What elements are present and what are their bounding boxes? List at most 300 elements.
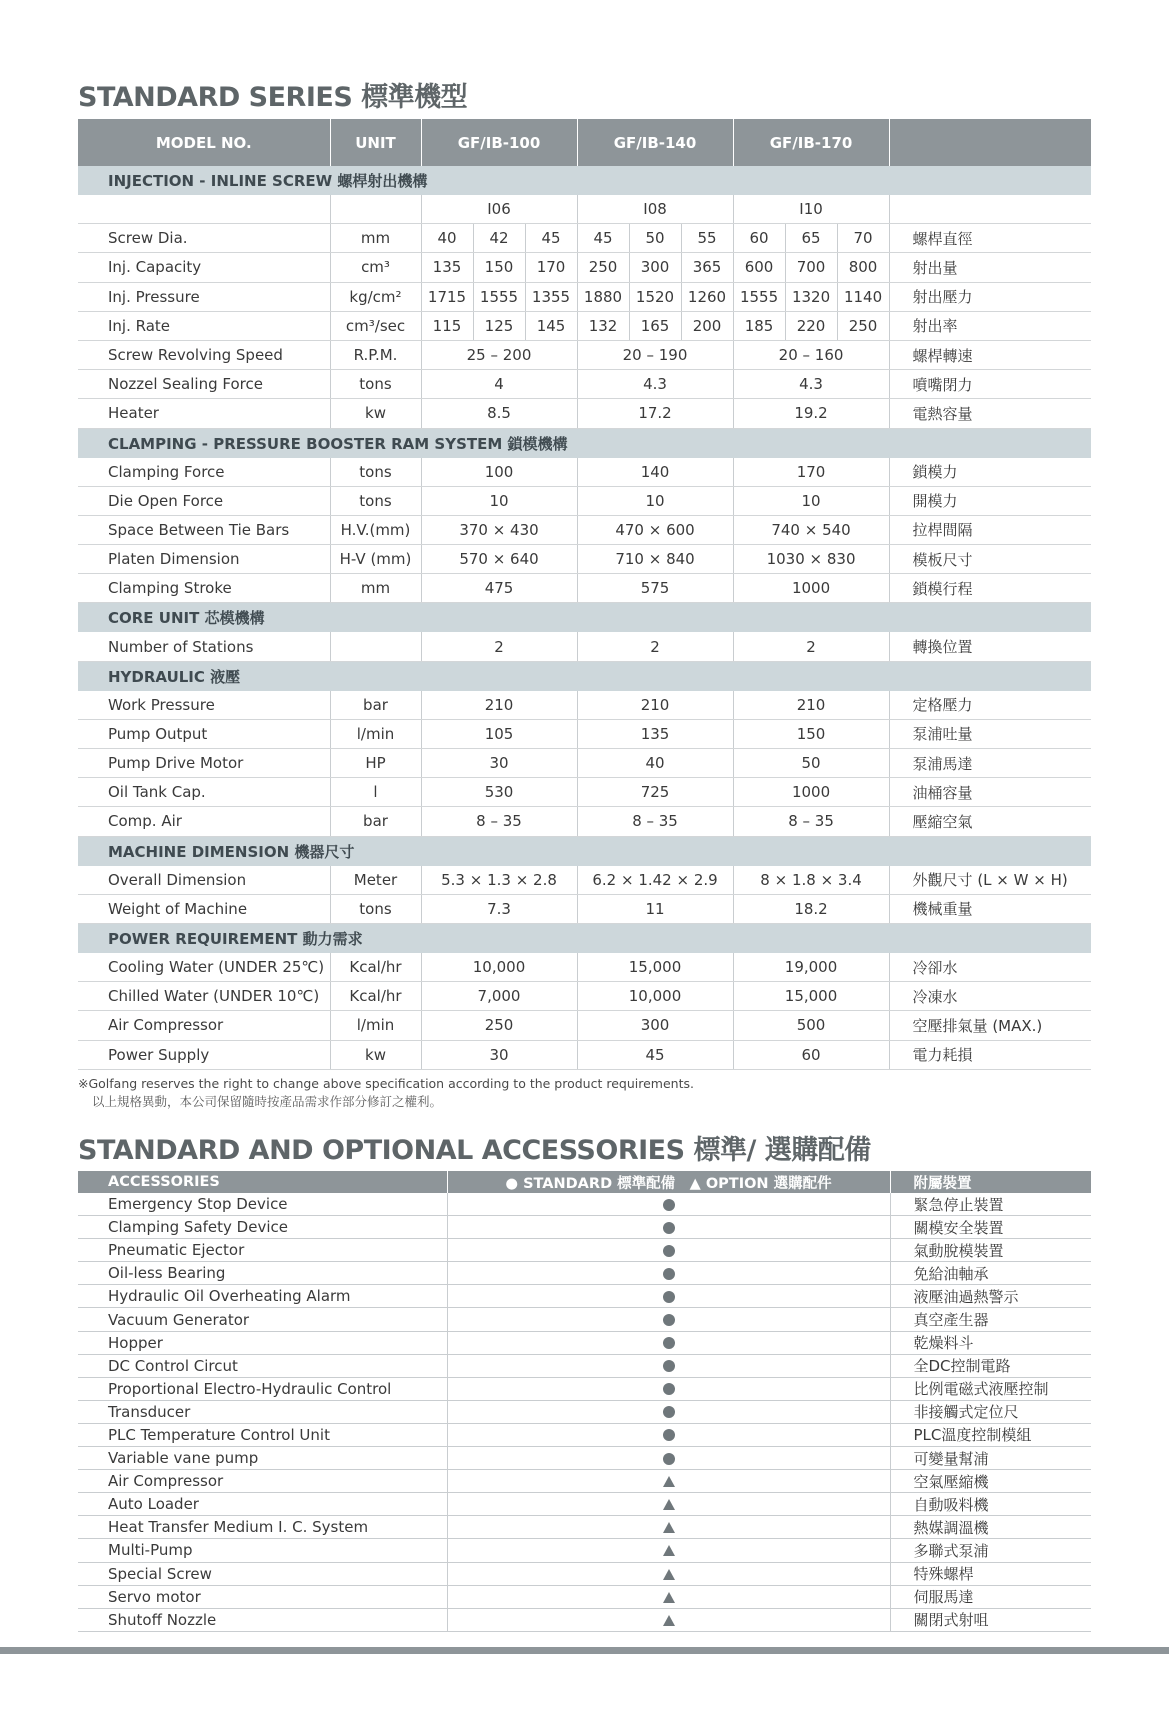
accessory-name: Hydraulic Oil Overheating Alarm xyxy=(78,1285,447,1308)
spec-body xyxy=(78,166,1091,1069)
param-value: 725 xyxy=(577,778,733,807)
param-value: 10,000 xyxy=(421,953,577,982)
param-name-cn: 冷凍水 xyxy=(889,982,1091,1011)
param-value: 7,000 xyxy=(421,982,577,1011)
section-title: HYDRAULIC 液壓 xyxy=(78,661,1091,691)
param-unit: kw xyxy=(330,399,421,428)
accessories-header-row xyxy=(78,1171,1091,1193)
param-value: 1355 xyxy=(525,282,577,311)
spec-row xyxy=(78,866,1091,895)
accessory-row xyxy=(78,1308,1091,1331)
bottom-bar xyxy=(0,1647,1169,1654)
param-name-cn: 電熱容量 xyxy=(889,399,1091,428)
param-name: Die Open Force xyxy=(78,486,330,515)
param-unit: kg/cm² xyxy=(330,282,421,311)
accessory-name: Hopper xyxy=(78,1331,447,1354)
param-value: 55 xyxy=(681,224,733,253)
param-name-cn: 開模力 xyxy=(889,486,1091,515)
accessories-body xyxy=(78,1193,1091,1631)
param-value: 40 xyxy=(421,224,473,253)
param-unit: H-V (mm) xyxy=(330,545,421,574)
param-value: 6.2 × 1.42 × 2.9 xyxy=(577,866,733,895)
param-value: 4 xyxy=(421,370,577,399)
accessory-name: Heat Transfer Medium I. C. System xyxy=(78,1516,447,1539)
standard-dot-icon xyxy=(663,1429,675,1441)
spec-header-row xyxy=(78,119,1091,166)
param-name-cn: 油桶容量 xyxy=(889,778,1091,807)
blank-cell xyxy=(889,195,1091,224)
accessory-name-cn: 關模安全裝置 xyxy=(890,1216,1091,1239)
param-unit: H.V.(mm) xyxy=(330,515,421,544)
accessory-row xyxy=(78,1331,1091,1354)
header-blank xyxy=(889,119,1091,166)
accessory-name: Oil-less Bearing xyxy=(78,1262,447,1285)
accessories-header-legend: ● STANDARD 標準配備 ▲ OPTION 選購配件 xyxy=(447,1171,890,1193)
param-value: 15,000 xyxy=(577,953,733,982)
param-value: 170 xyxy=(733,458,889,487)
param-name: Platen Dimension xyxy=(78,545,330,574)
header-model: GF/IB-170 xyxy=(733,119,889,166)
param-name-cn: 機械重量 xyxy=(889,894,1091,923)
param-unit: HP xyxy=(330,749,421,778)
param-value: 7.3 xyxy=(421,894,577,923)
spec-row xyxy=(78,778,1091,807)
param-value: 370 × 430 xyxy=(421,515,577,544)
accessories-table xyxy=(78,1171,1091,1632)
param-value: 5.3 × 1.3 × 2.8 xyxy=(421,866,577,895)
param-value: 30 xyxy=(421,749,577,778)
param-unit: mm xyxy=(330,224,421,253)
accessory-mark-cell xyxy=(447,1493,890,1516)
standard-dot-icon xyxy=(663,1291,675,1303)
param-name-cn: 壓縮空氣 xyxy=(889,807,1091,836)
accessory-name-cn: 非接觸式定位尺 xyxy=(890,1400,1091,1423)
section-header-row xyxy=(78,661,1091,691)
param-name: Screw Dia. xyxy=(78,224,330,253)
param-name-cn: 螺桿直徑 xyxy=(889,224,1091,253)
accessory-row xyxy=(78,1285,1091,1308)
accessory-row xyxy=(78,1470,1091,1493)
accessory-mark-cell xyxy=(447,1516,890,1539)
param-value: 60 xyxy=(733,1040,889,1069)
param-name: Space Between Tie Bars xyxy=(78,515,330,544)
param-unit: kw xyxy=(330,1040,421,1069)
param-value: 8 – 35 xyxy=(733,807,889,836)
spec-row xyxy=(78,486,1091,515)
param-name-cn: 射出量 xyxy=(889,253,1091,282)
param-value: 2 xyxy=(733,632,889,661)
param-value: 210 xyxy=(577,691,733,720)
param-value: 19,000 xyxy=(733,953,889,982)
accessory-name-cn: 特殊螺桿 xyxy=(890,1562,1091,1585)
accessory-name-cn: 液壓油過熱警示 xyxy=(890,1285,1091,1308)
screw-code-cell: I08 xyxy=(577,195,733,224)
param-name-cn: 定格壓力 xyxy=(889,691,1091,720)
param-name-cn: 螺桿轉速 xyxy=(889,340,1091,369)
option-triangle-icon xyxy=(663,1615,675,1626)
spec-row xyxy=(78,807,1091,836)
param-value: 20 – 160 xyxy=(733,340,889,369)
param-value: 10 xyxy=(733,486,889,515)
accessory-row xyxy=(78,1216,1091,1239)
param-unit xyxy=(330,632,421,661)
param-value: 700 xyxy=(785,253,837,282)
accessory-mark-cell xyxy=(447,1400,890,1423)
param-value: 8 × 1.8 × 3.4 xyxy=(733,866,889,895)
section-title: CLAMPING - PRESSURE BOOSTER RAM SYSTEM 鎖模機構 xyxy=(78,428,1091,458)
spec-row xyxy=(78,399,1091,428)
param-unit: tons xyxy=(330,458,421,487)
param-value: 4.3 xyxy=(577,370,733,399)
param-value: 210 xyxy=(421,691,577,720)
option-triangle-icon xyxy=(663,1569,675,1580)
param-value: 150 xyxy=(473,253,525,282)
header-model: GF/IB-100 xyxy=(421,119,577,166)
param-value: 1880 xyxy=(577,282,629,311)
screw-code-cell: I06 xyxy=(421,195,577,224)
standard-dot-icon xyxy=(663,1199,675,1211)
option-triangle-icon xyxy=(663,1522,675,1533)
param-value: 30 xyxy=(421,1040,577,1069)
param-name-cn: 空壓排氣量 (MAX.) xyxy=(889,1011,1091,1040)
param-unit: cm³ xyxy=(330,253,421,282)
param-value: 4.3 xyxy=(733,370,889,399)
param-value: 170 xyxy=(525,253,577,282)
accessory-mark-cell xyxy=(447,1539,890,1562)
accessory-name: Multi-Pump xyxy=(78,1539,447,1562)
accessory-name: Pneumatic Ejector xyxy=(78,1239,447,1262)
accessory-name-cn: 全DC控制電路 xyxy=(890,1354,1091,1377)
param-name: Comp. Air xyxy=(78,807,330,836)
param-name: Inj. Rate xyxy=(78,311,330,340)
param-value: 8 – 35 xyxy=(421,807,577,836)
param-value: 45 xyxy=(577,1040,733,1069)
standard-dot-icon xyxy=(663,1453,675,1465)
accessory-name-cn: 比例電磁式液壓控制 xyxy=(890,1377,1091,1400)
accessory-mark-cell xyxy=(447,1562,890,1585)
param-value: 150 xyxy=(733,719,889,748)
accessory-row xyxy=(78,1239,1091,1262)
header-unit: UNIT xyxy=(330,119,421,166)
param-value: 100 xyxy=(421,458,577,487)
screw-code-row xyxy=(78,195,1091,224)
param-value: 1030 × 830 xyxy=(733,545,889,574)
param-unit: bar xyxy=(330,691,421,720)
standard-dot-icon xyxy=(663,1360,675,1372)
accessory-name: Auto Loader xyxy=(78,1493,447,1516)
accessory-name: Transducer xyxy=(78,1400,447,1423)
accessory-mark-cell xyxy=(447,1216,890,1239)
accessory-row xyxy=(78,1493,1091,1516)
param-value: 1715 xyxy=(421,282,473,311)
accessory-mark-cell xyxy=(447,1285,890,1308)
accessory-name: Servo motor xyxy=(78,1585,447,1608)
param-value: 1000 xyxy=(733,574,889,603)
accessory-mark-cell xyxy=(447,1331,890,1354)
param-value: 65 xyxy=(785,224,837,253)
accessory-name-cn: 免給油軸承 xyxy=(890,1262,1091,1285)
param-value: 210 xyxy=(733,691,889,720)
standard-dot-icon xyxy=(663,1337,675,1349)
spec-row xyxy=(78,282,1091,311)
param-name-cn: 鎖模行程 xyxy=(889,574,1091,603)
section-header-row xyxy=(78,428,1091,458)
accessory-mark-cell xyxy=(447,1239,890,1262)
param-value: 1555 xyxy=(733,282,785,311)
accessory-name: Vacuum Generator xyxy=(78,1308,447,1331)
section-title: POWER REQUIREMENT 動力需求 xyxy=(78,923,1091,953)
accessory-mark-cell xyxy=(447,1585,890,1608)
param-name-cn: 冷卻水 xyxy=(889,953,1091,982)
param-name-cn: 電力耗損 xyxy=(889,1040,1091,1069)
accessory-name-cn: 氣動脫模裝置 xyxy=(890,1239,1091,1262)
param-value: 200 xyxy=(681,311,733,340)
accessory-mark-cell xyxy=(447,1447,890,1470)
param-name: Screw Revolving Speed xyxy=(78,340,330,369)
param-value: 1000 xyxy=(733,778,889,807)
accessory-mark-cell xyxy=(447,1377,890,1400)
param-name-cn: 拉桿間隔 xyxy=(889,515,1091,544)
standard-dot-icon xyxy=(663,1406,675,1418)
standard-dot-icon xyxy=(663,1383,675,1395)
section-header-row xyxy=(78,166,1091,195)
param-value: 135 xyxy=(421,253,473,282)
param-value: 300 xyxy=(629,253,681,282)
param-name-cn: 噴嘴閉力 xyxy=(889,370,1091,399)
accessory-name: Variable vane pump xyxy=(78,1447,447,1470)
option-triangle-icon xyxy=(663,1592,675,1603)
param-value: 8 – 35 xyxy=(577,807,733,836)
accessory-row xyxy=(78,1539,1091,1562)
param-value: 500 xyxy=(733,1011,889,1040)
param-unit: tons xyxy=(330,486,421,515)
param-unit: R.P.M. xyxy=(330,340,421,369)
spec-row xyxy=(78,1040,1091,1069)
param-value: 25 – 200 xyxy=(421,340,577,369)
accessory-row xyxy=(78,1377,1091,1400)
param-name: Inj. Pressure xyxy=(78,282,330,311)
accessory-row xyxy=(78,1516,1091,1539)
param-name: Clamping Force xyxy=(78,458,330,487)
param-value: 800 xyxy=(837,253,889,282)
spec-row xyxy=(78,719,1091,748)
accessory-mark-cell xyxy=(447,1470,890,1493)
section-header-row xyxy=(78,836,1091,866)
param-value: 250 xyxy=(837,311,889,340)
param-value: 50 xyxy=(629,224,681,253)
param-name-cn: 射出率 xyxy=(889,311,1091,340)
param-unit: tons xyxy=(330,370,421,399)
param-value: 1320 xyxy=(785,282,837,311)
param-unit: Meter xyxy=(330,866,421,895)
accessory-name-cn: 自動吸料機 xyxy=(890,1493,1091,1516)
accessory-mark-cell xyxy=(447,1193,890,1216)
spec-row xyxy=(78,311,1091,340)
spec-row xyxy=(78,691,1091,720)
accessory-name: Proportional Electro-Hydraulic Control xyxy=(78,1377,447,1400)
param-value: 17.2 xyxy=(577,399,733,428)
accessories-title: STANDARD AND OPTIONAL ACCESSORIES 標準/ 選購配備 xyxy=(78,1135,871,1166)
param-unit: Kcal/hr xyxy=(330,953,421,982)
param-name: Pump Drive Motor xyxy=(78,749,330,778)
param-unit: tons xyxy=(330,894,421,923)
param-name: Nozzel Sealing Force xyxy=(78,370,330,399)
param-value: 115 xyxy=(421,311,473,340)
accessory-row xyxy=(78,1447,1091,1470)
spec-row xyxy=(78,370,1091,399)
spec-row xyxy=(78,1011,1091,1040)
param-value: 570 × 640 xyxy=(421,545,577,574)
param-value: 250 xyxy=(421,1011,577,1040)
standard-dot-icon xyxy=(663,1314,675,1326)
param-value: 8.5 xyxy=(421,399,577,428)
param-value: 19.2 xyxy=(733,399,889,428)
blank-cell xyxy=(78,195,330,224)
param-value: 470 × 600 xyxy=(577,515,733,544)
option-triangle-icon xyxy=(663,1545,675,1556)
spec-row xyxy=(78,340,1091,369)
param-value: 600 xyxy=(733,253,785,282)
spec-row xyxy=(78,515,1091,544)
standard-dot-icon xyxy=(663,1222,675,1234)
param-value: 220 xyxy=(785,311,837,340)
param-value: 10 xyxy=(421,486,577,515)
spec-row xyxy=(78,458,1091,487)
param-value: 10,000 xyxy=(577,982,733,1011)
accessory-name-cn: 可變量幫浦 xyxy=(890,1447,1091,1470)
accessory-name-cn: 多聯式泵浦 xyxy=(890,1539,1091,1562)
param-name: Overall Dimension xyxy=(78,866,330,895)
spec-note xyxy=(78,1075,694,1111)
param-value: 11 xyxy=(577,894,733,923)
standard-dot-icon xyxy=(663,1245,675,1257)
param-value: 1520 xyxy=(629,282,681,311)
param-name-cn: 泵浦馬達 xyxy=(889,749,1091,778)
param-unit: Kcal/hr xyxy=(330,982,421,1011)
header-model: GF/IB-140 xyxy=(577,119,733,166)
param-value: 18.2 xyxy=(733,894,889,923)
accessory-mark-cell xyxy=(447,1308,890,1331)
param-value: 125 xyxy=(473,311,525,340)
param-name-cn: 鎖模力 xyxy=(889,458,1091,487)
spec-row xyxy=(78,632,1091,661)
accessory-name: Air Compressor xyxy=(78,1470,447,1493)
param-name-cn: 泵浦吐量 xyxy=(889,719,1091,748)
param-value: 132 xyxy=(577,311,629,340)
param-value: 10 xyxy=(577,486,733,515)
accessory-mark-cell xyxy=(447,1608,890,1631)
screw-code-cell: I10 xyxy=(733,195,889,224)
accessory-row xyxy=(78,1262,1091,1285)
param-unit: mm xyxy=(330,574,421,603)
param-name: Pump Output xyxy=(78,719,330,748)
param-name: Cooling Water (UNDER 25℃) xyxy=(78,953,330,982)
param-value: 70 xyxy=(837,224,889,253)
param-unit: l xyxy=(330,778,421,807)
header-model-no: MODEL NO. xyxy=(78,119,330,166)
accessories-header-name: ACCESSORIES xyxy=(78,1171,447,1193)
accessory-name-cn: 熱媒調溫機 xyxy=(890,1516,1091,1539)
param-value: 165 xyxy=(629,311,681,340)
param-value: 15,000 xyxy=(733,982,889,1011)
param-value: 710 × 840 xyxy=(577,545,733,574)
param-name: Chilled Water (UNDER 10℃) xyxy=(78,982,330,1011)
accessory-row xyxy=(78,1400,1091,1423)
param-value: 250 xyxy=(577,253,629,282)
param-value: 365 xyxy=(681,253,733,282)
param-value: 50 xyxy=(733,749,889,778)
param-unit: bar xyxy=(330,807,421,836)
page-title: STANDARD SERIES 標準機型 xyxy=(78,82,468,113)
accessory-name: Special Screw xyxy=(78,1562,447,1585)
spec-row xyxy=(78,894,1091,923)
accessory-name: Emergency Stop Device xyxy=(78,1193,447,1216)
param-name: Power Supply xyxy=(78,1040,330,1069)
param-name-cn: 模板尺寸 xyxy=(889,545,1091,574)
param-value: 45 xyxy=(525,224,577,253)
param-value: 2 xyxy=(421,632,577,661)
param-value: 145 xyxy=(525,311,577,340)
param-value: 1555 xyxy=(473,282,525,311)
param-name: Air Compressor xyxy=(78,1011,330,1040)
accessory-row xyxy=(78,1193,1091,1216)
param-value: 575 xyxy=(577,574,733,603)
accessory-mark-cell xyxy=(447,1354,890,1377)
param-value: 1140 xyxy=(837,282,889,311)
param-name: Oil Tank Cap. xyxy=(78,778,330,807)
accessory-mark-cell xyxy=(447,1262,890,1285)
param-value: 2 xyxy=(577,632,733,661)
spec-row xyxy=(78,953,1091,982)
param-name-cn: 外觀尺寸 (L × W × H) xyxy=(889,866,1091,895)
section-title: INJECTION - INLINE SCREW 螺桿射出機構 xyxy=(78,166,1091,195)
accessory-row xyxy=(78,1423,1091,1446)
param-name: Number of Stations xyxy=(78,632,330,661)
accessory-name-cn: 緊急停止裝置 xyxy=(890,1193,1091,1216)
section-header-row xyxy=(78,923,1091,953)
param-value: 530 xyxy=(421,778,577,807)
accessory-name-cn: 乾燥料斗 xyxy=(890,1331,1091,1354)
param-unit: l/min xyxy=(330,719,421,748)
accessory-name-cn: 空氣壓縮機 xyxy=(890,1470,1091,1493)
param-name: Weight of Machine xyxy=(78,894,330,923)
param-value: 135 xyxy=(577,719,733,748)
standard-dot-icon xyxy=(663,1268,675,1280)
param-value: 20 – 190 xyxy=(577,340,733,369)
param-unit: cm³/sec xyxy=(330,311,421,340)
param-value: 140 xyxy=(577,458,733,487)
spec-row xyxy=(78,982,1091,1011)
param-unit: l/min xyxy=(330,1011,421,1040)
spec-row xyxy=(78,574,1091,603)
param-name-cn: 轉換位置 xyxy=(889,632,1091,661)
accessory-name: Shutoff Nozzle xyxy=(78,1608,447,1631)
accessory-row xyxy=(78,1608,1091,1631)
spec-table xyxy=(78,119,1091,1070)
param-value: 40 xyxy=(577,749,733,778)
blank-cell xyxy=(330,195,421,224)
param-value: 105 xyxy=(421,719,577,748)
option-triangle-icon xyxy=(663,1499,675,1510)
accessory-name: PLC Temperature Control Unit xyxy=(78,1423,447,1446)
param-value: 300 xyxy=(577,1011,733,1040)
accessory-row xyxy=(78,1585,1091,1608)
section-title: MACHINE DIMENSION 機器尺寸 xyxy=(78,836,1091,866)
accessory-mark-cell xyxy=(447,1423,890,1446)
param-value: 185 xyxy=(733,311,785,340)
param-name: Clamping Stroke xyxy=(78,574,330,603)
option-triangle-icon xyxy=(663,1476,675,1487)
